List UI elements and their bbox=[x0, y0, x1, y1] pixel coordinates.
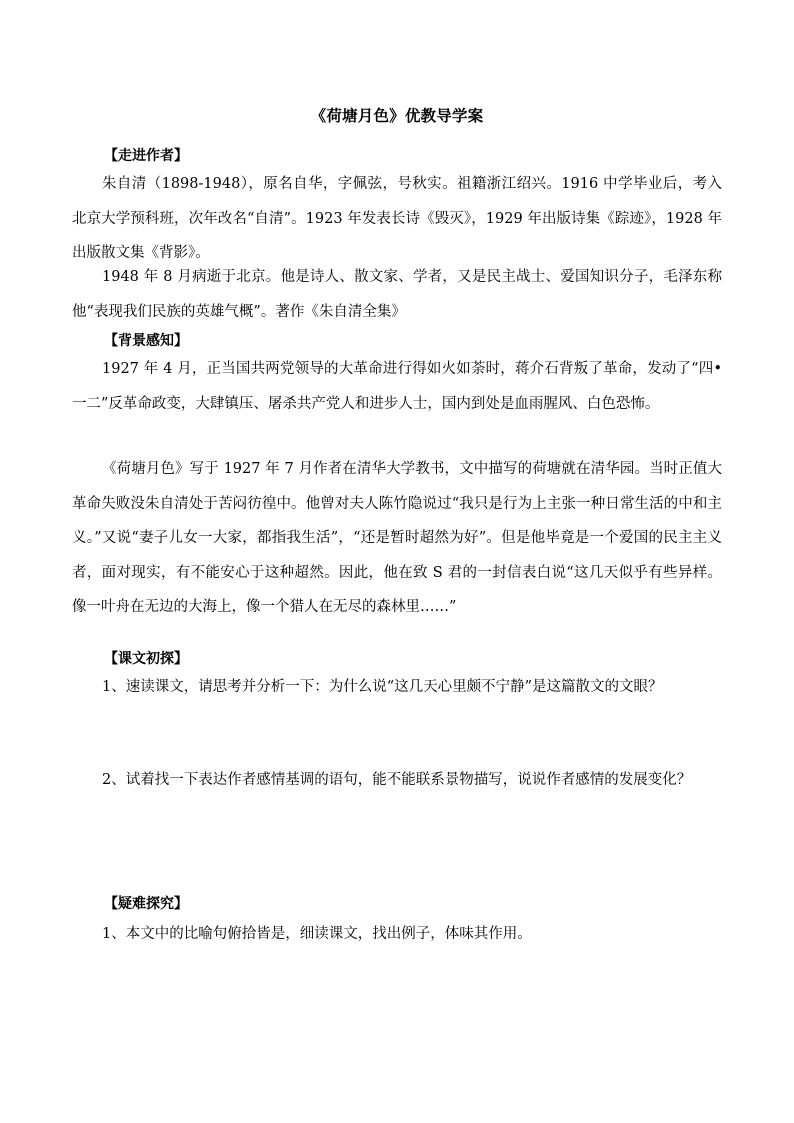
section-heading-background: 【背景感知】 bbox=[104, 333, 188, 349]
question-2: 2、试着找一下表达作者感情基调的语句，能不能联系景物描写，说说作者感情的发展变化？ bbox=[102, 772, 692, 788]
document-title: 《荷塘月色》优教导学案 bbox=[310, 107, 484, 125]
question-1: 1、速读课文，请思考并分析一下：为什么说“这几天心里颇不宁静”是这篇散文的文眼？ bbox=[102, 679, 663, 695]
background-paragraph-2: 《荷塘月色》写于 1927 年 7 月作者在清华大学教书，文中描写的荷塘就在清华园。当时正值大革命失败没朱自清处于苦闷彷徨中。他曾对夫人陈竹隐说过“我只是行为上主张一种日常生活的中和主义。”又说“妻子儿女一大家，都指我生活”，“还是暂时超然为好”。但是他毕竟是一个爱国的民主主义者，面对现实，有不能安心于这种超然。因此，他在致 S 君的一封信表白说“这几天似乎有些异样。像一叶舟在无边的大海上，像一个猎人在无尽的森林里……” bbox=[72, 461, 722, 615]
background-paragraph-1: 1927 年 4 月，正当国共两党领导的大革命进行得如火如荼时，蒋介石背叛了革命，发动了“四•一二”反革命政变，大肆镇压、屠杀共产党人和进步人士，国内到处是血雨腥风、白色恐怖。 bbox=[72, 361, 722, 412]
section-heading-author: 【走进作者】 bbox=[104, 148, 188, 164]
author-paragraph-2: 1948 年 8 月病逝于北京。他是诗人、散文家、学者，又是民主战士、爱国知识分子，毛泽东称他“表现我们民族的英雄气概”。著作《朱自清全集》 bbox=[72, 269, 722, 320]
section-heading-difficult: 【疑难探究】 bbox=[104, 896, 188, 912]
difficult-question-1: 1、本文中的比喻句俯拾皆是，细读课文，找出例子，体味其作用。 bbox=[102, 926, 532, 942]
author-paragraph-1: 朱自清（1898-1948），原名自华，字佩弦，号秋实。祖籍浙江绍兴。1916 中学毕业后，考入北京大学预科班，次年改名“自清”。1923 年发表长诗《毁灭》，1929 年出版诗集《踪迹》，1928 年出版散文集《背影》。 bbox=[72, 176, 722, 261]
section-heading-first-look: 【课文初探】 bbox=[104, 651, 188, 667]
